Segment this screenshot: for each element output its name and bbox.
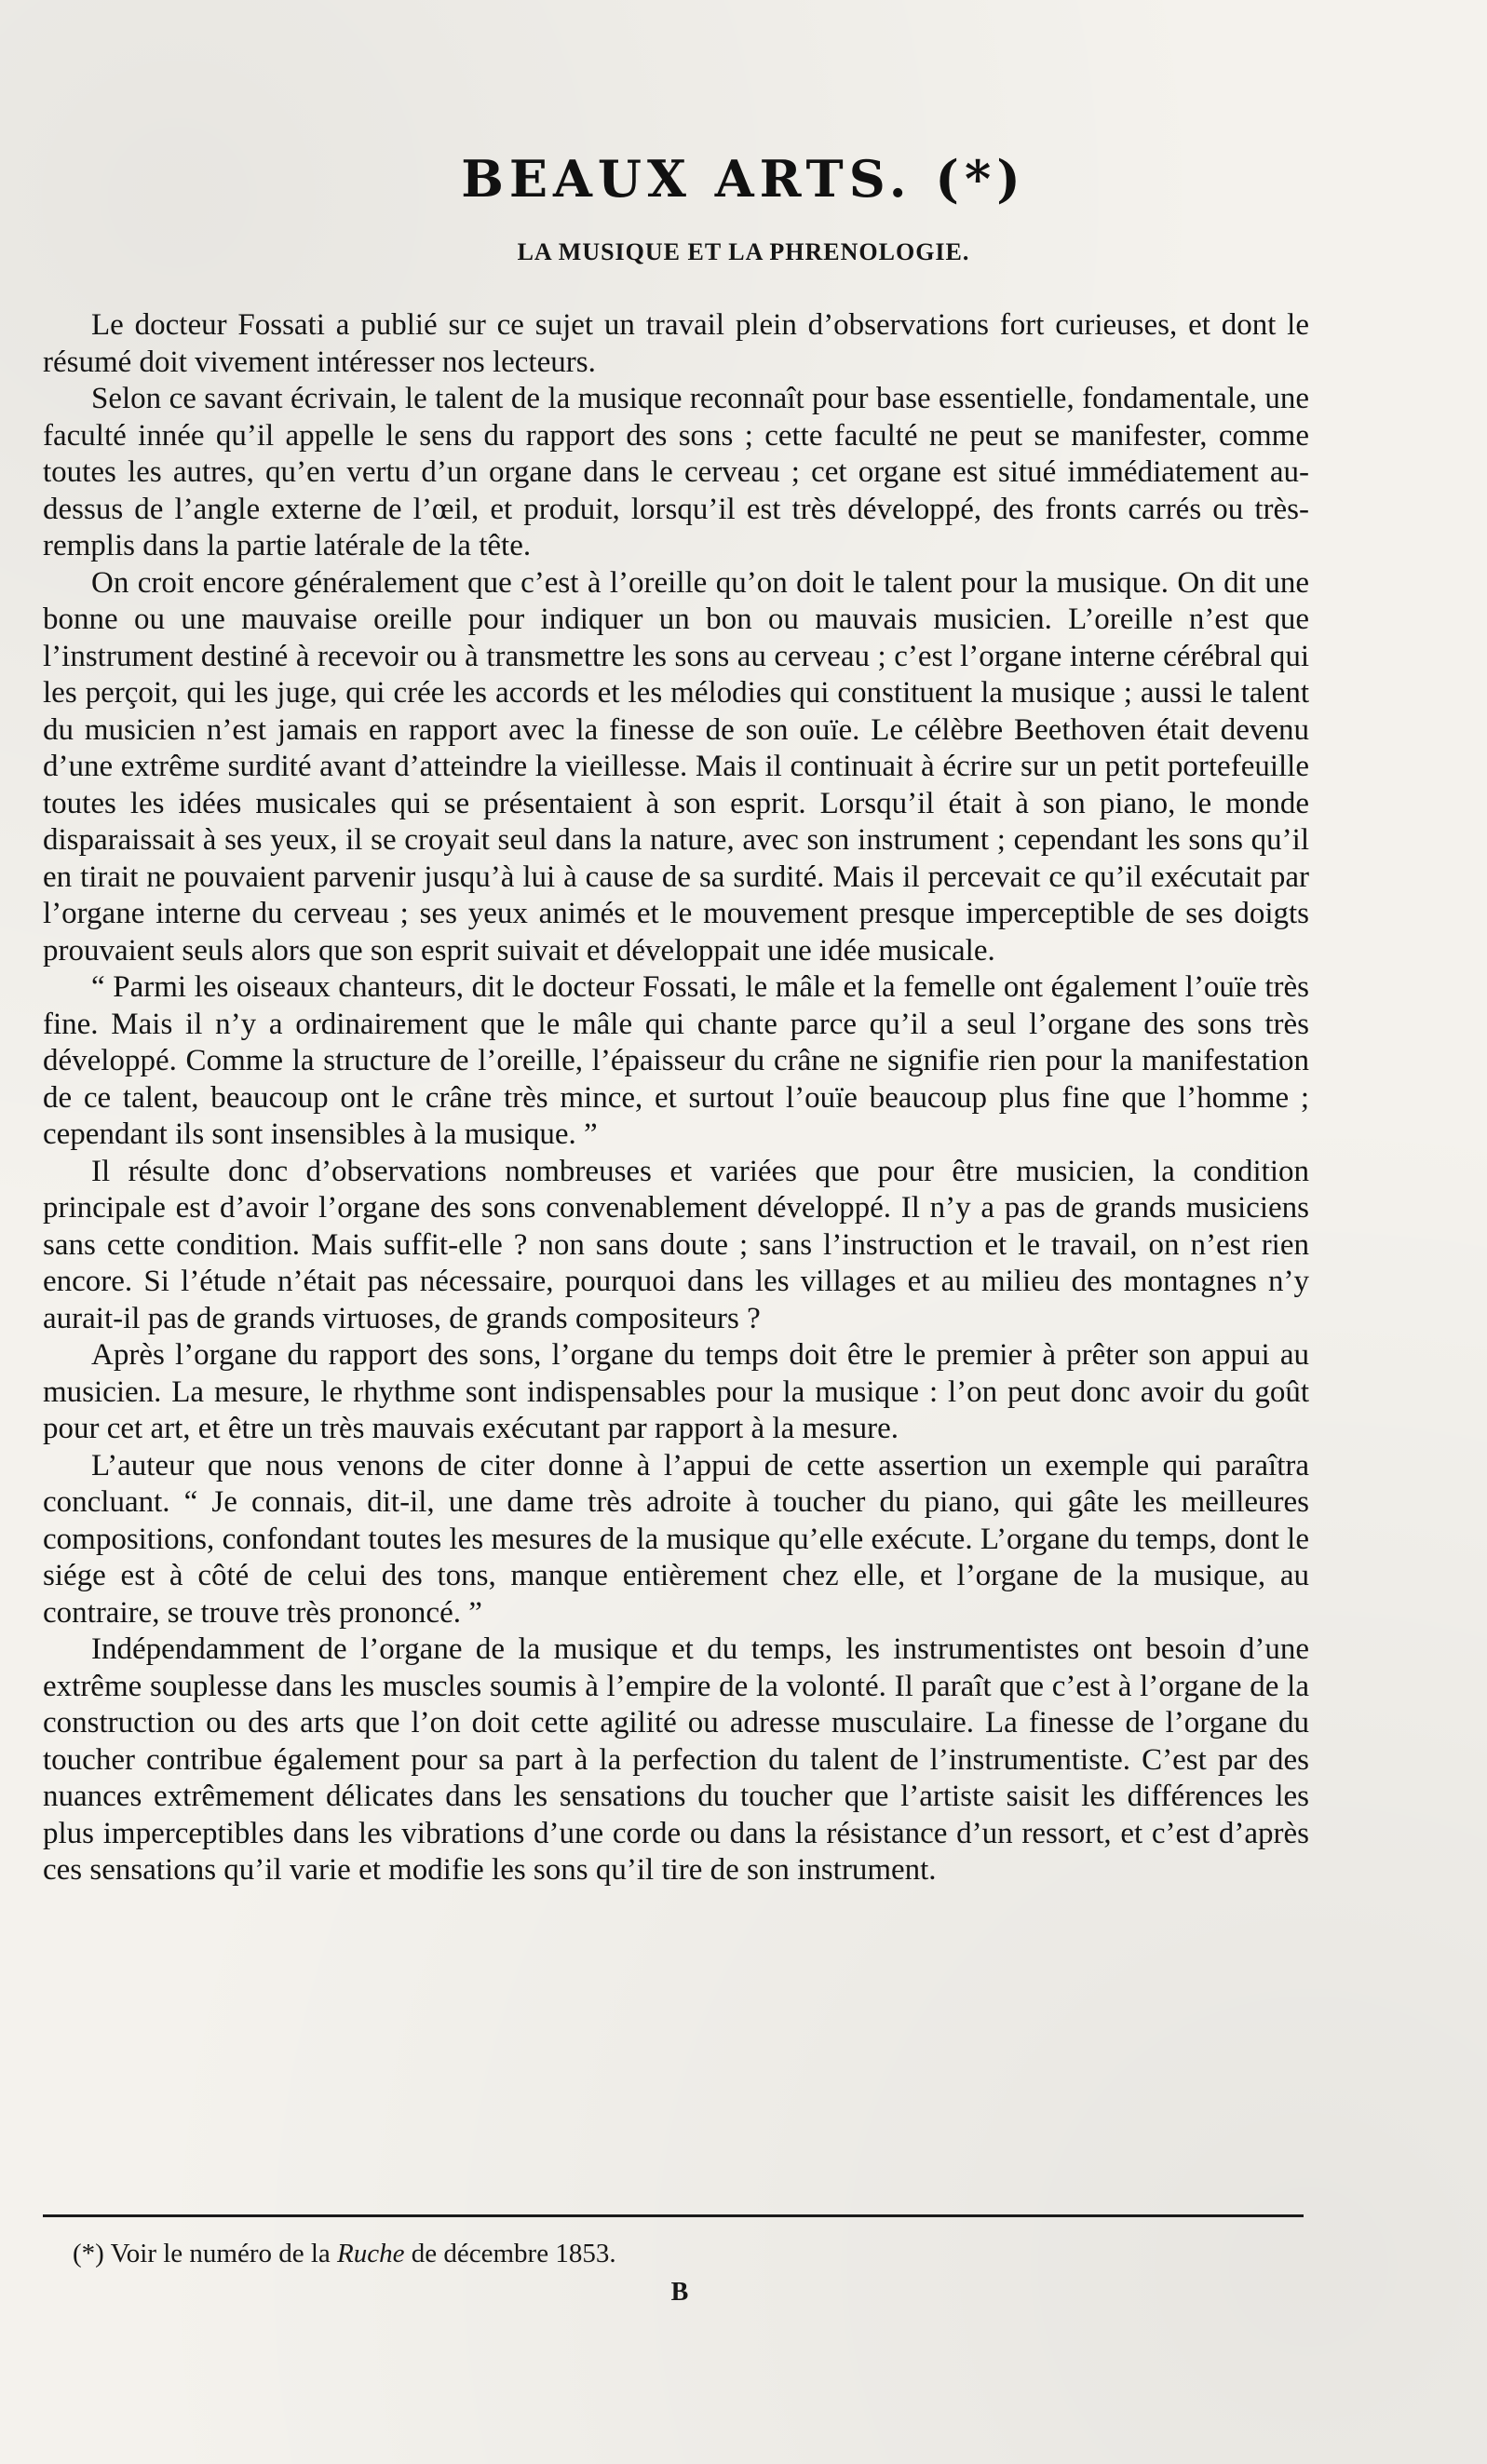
footnote-journal: Ruche xyxy=(337,2239,405,2268)
article-subtitle: LA MUSIQUE ET LA PHRENOLOGIE. xyxy=(517,238,970,265)
footnote-marker: (*) xyxy=(73,2239,104,2268)
paragraph-2: Selon ce savant écrivain, le talent de la musique reconnaît pour base essentielle, fondamentale, une faculté innée qu’il appelle le sens du rapport des sons ; cette faculté ne peut se manifester, comme toutes les autres, qu’en vertu d’un organe dans le cerveau ; cet organe est situé immédiatement au-dessus de l’angle externe de l’œil, et produit, lorsqu’il est très développé, des fronts carrés ou très-remplis dans la partie latérale de la tête. xyxy=(43,382,1309,562)
paragraph-6: Après l’organe du rapport des sons, l’organe du temps doit être le premier à prêter son appui au musicien. La mesure, le rhythme sont indispensables pour la musique : l’on peut donc avoir du goût pour cet art, et être un très mauvais exécutant par rapport à la mesure. xyxy=(43,1338,1309,1445)
footnote-divider xyxy=(43,2214,1304,2217)
footnote-text-before: Voir le numéro de la xyxy=(110,2239,331,2268)
paragraph-4: “ Parmi les oiseaux chanteurs, dit le docteur Fossati, le mâle et la femelle ont également l’ouïe très fine. Mais il n’y a ordinairement que le mâle qui chante parce qu’il a seul l’organe des sons très développé. Comme la structure de l’oreille, l’épaisseur du crâne ne signifie rien pour la manifestation de ce talent, beaucoup ont le crâne très mince, et surtout l’ouïe beaucoup plus fine que l’homme ; cependant ils sont insensibles à la musique. ” xyxy=(43,970,1309,1151)
paragraph-5: Il résulte donc d’observations nombreuses et variées que pour être musicien, la condition principale est d’avoir l’organe des sons convenablement développé. Il n’y a pas de grands musiciens sans cette condition. Mais suffit-elle ? non sans doute ; sans l’instruction et le travail, on n’est rien encore. Si l’étude n’était pas nécessaire, pourquoi dans les villages et au milieu des montagnes n’y aurait-il pas de grands virtuoses, de grands compositeurs ? xyxy=(43,1154,1309,1335)
paragraph-1: Le docteur Fossati a publié sur ce sujet un travail plein d’observations fort curieuses, et dont le résumé doit vivement intéresser nos lecteurs. xyxy=(43,308,1309,379)
article-body xyxy=(43,307,1309,1889)
signature-letter: B xyxy=(670,2278,689,2307)
paragraph-8: Indépendamment de l’organe de la musique et du temps, les instrumentistes ont besoin d’une extrême souplesse dans les muscles soumis à l’empire de la volonté. Il paraît que c’est à l’organe de la construction ou des arts que l’on doit cette agilité ou adresse musculaire. La finesse de l’organe du toucher contribue également pour sa part à la perfection du talent de l’instrumentiste. C’est par des nuances extrêmement délicates dans les sensations du toucher que l’artiste saisit les différences les plus imperceptibles dans les vibrations d’une corde ou dans la résistance d’un ressort, et c’est d’après ces sensations qu’il varie et modifie les sons qu’il tire de son instrument. xyxy=(43,1632,1309,1887)
footnote-text-after: de décembre 1853. xyxy=(411,2239,616,2268)
paragraph-3: On croit encore généralement que c’est à l’oreille qu’on doit le talent pour la musique. On dit une bonne ou une mauvaise oreille pour indiquer un bon ou mauvais musicien. L’oreille n’est que l’instrument destiné à recevoir ou à transmettre les sons au cerveau ; c’est l’organe interne cérébral qui les perçoit, qui les juge, qui crée les accords et les mélodies qui constituent la musique ; aussi le talent du musicien n’est jamais en rapport avec la finesse de son ouïe. Le célèbre Beethoven était devenu d’une extrême surdité avant d’atteindre la vieillesse. Mais il continuait à écrire sur un petit portefeuille toutes les idées musicales qui se présentaient à son esprit. Lorsqu’il était à son piano, le monde disparaissait à ses yeux, il se croyait seul dans la nature, avec son instrument ; cependant les sons qu’il en tirait ne pouvaient parvenir jusqu’à lui à cause de sa surdité. Mais il percevait ce qu’il exécutait par l’organe interne du cerveau ; ses yeux animés et le mouvement presque imperceptible de ses doigts prouvaient seuls alors que son esprit suivait et développait une idée musicale. xyxy=(43,565,1309,968)
footnote xyxy=(73,2239,1283,2269)
paragraph-7: L’auteur que nous venons de citer donne à l’appui de cette assertion un exemple qui paraîtra concluant. “ Je connais, dit-il, une dame très adroite à toucher du piano, qui gâte les meilleures compositions, confondant toutes les mesures de la musique qu’elle exécute. L’organe du temps, dont le siége est à côté de celui des tons, manque entièrement chez elle, et l’organe de la musique, au contraire, se trouve très prononcé. ” xyxy=(43,1448,1309,1630)
page-title: BEAUX ARTS. (*) xyxy=(461,149,1026,209)
